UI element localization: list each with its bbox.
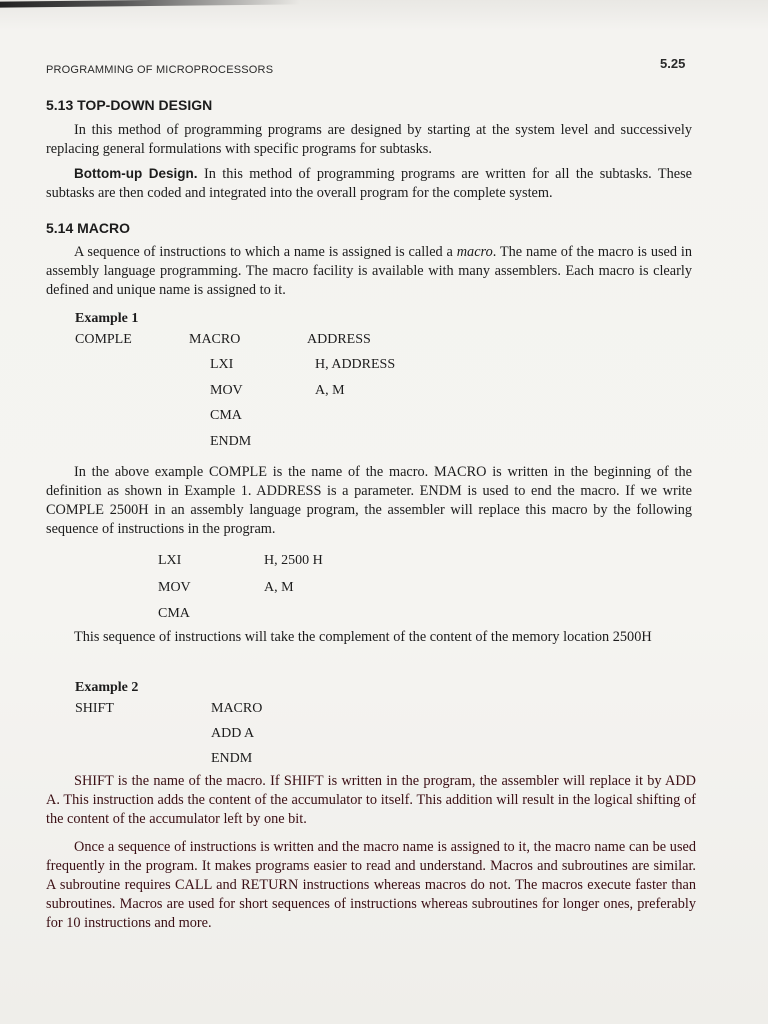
paragraph-shift-explanation [46, 772, 696, 829]
example-1-operand: H, ADDRESS [315, 357, 396, 372]
paragraph-text: A sequence of instructions to which a name is assigned is called a [74, 244, 457, 260]
example-2-line: ENDM [211, 751, 253, 766]
paragraph-example-1-explanation [46, 463, 692, 539]
example-1-op: ENDM [210, 434, 252, 449]
example-2-line: ADD A [211, 726, 255, 741]
bottom-up-label: Bottom-up Design. [74, 166, 198, 181]
paragraph-text: SHIFT is the name of the macro. If SHIFT is written in the program, the assembler will replace it by ADD A. This instruction adds the content of the accumulator to itself. This addition will result in the logical shifting of the content of the accumulator left by one bit. [46, 773, 696, 827]
paragraph-text: In this method of programming programs are designed by starting at the system level and successively replacing general formulations with specific programs for subtasks. [46, 122, 692, 157]
example-2-line: MACRO [211, 701, 263, 716]
expansion-operand: A, M [264, 580, 294, 595]
paragraph-text: In the above example COMPLE is the name of the macro. MACRO is written in the beginning of the definition as shown in Example 1. ADDRESS is a parameter. ENDM is used to end the macro. If we write COMPLE 2500H in an assembly language program, the assembler will replace this macro by the following sequence of instructions in the program. [46, 464, 692, 537]
page-number: 5.25 [660, 56, 686, 71]
example-2-label: SHIFT [75, 701, 114, 716]
example-1-op: LXI [210, 357, 234, 372]
example-1-op: MOV [210, 383, 243, 398]
paragraph-text: Once a sequence of instructions is written and the macro name is assigned to it, the macro name can be used frequently in the program. It makes programs easier to read and understand. Macros and subroutines are similar. A subroutine requires CALL and RETURN instructions whereas macros do not. The macros execute faster than subroutines. Macros are used for short sequences of instructions whereas subroutines for longer ones, preferably for 10 instructions and more. [46, 839, 696, 931]
example-1-parameter: ADDRESS [307, 332, 371, 347]
paragraph-bottom-up [46, 164, 692, 203]
expansion-op: CMA [158, 606, 190, 621]
paragraph-text: . The name of the macro is used in assembly language programming. The macro facility is available with many assemblers. Each macro is clearly defined and unique name is assigned to it. [46, 244, 692, 298]
paragraph-text: In this method of programming programs are written for all the subtasks. These subtasks are then coded and integrated into the overall program for the complete system. [46, 166, 692, 201]
paragraph-complement [46, 628, 692, 647]
paragraph-macros-vs-subroutines [46, 838, 696, 933]
expansion-op: MOV [158, 580, 191, 595]
example-1-op: CMA [210, 408, 242, 423]
paragraph-text: This sequence of instructions will take the complement of the content of the memory location 2500H [74, 629, 652, 645]
section-heading-top-down: 5.13 TOP-DOWN DESIGN [46, 97, 213, 113]
macro-term: macro [456, 244, 493, 260]
section-heading-macro: 5.14 MACRO [46, 220, 131, 236]
example-1-title: Example 1 [75, 311, 139, 326]
running-header: PROGRAMMING OF MICROPROCESSORS [46, 64, 274, 76]
paragraph-top-down [46, 121, 692, 159]
example-1-directive: MACRO [189, 332, 241, 347]
expansion-operand: H, 2500 H [264, 553, 323, 568]
paragraph-macro-definition [46, 243, 692, 300]
example-1-label: COMPLE [75, 332, 132, 347]
example-1-operand: A, M [315, 383, 345, 398]
expansion-op: LXI [158, 553, 182, 568]
example-2-title: Example 2 [75, 680, 139, 695]
